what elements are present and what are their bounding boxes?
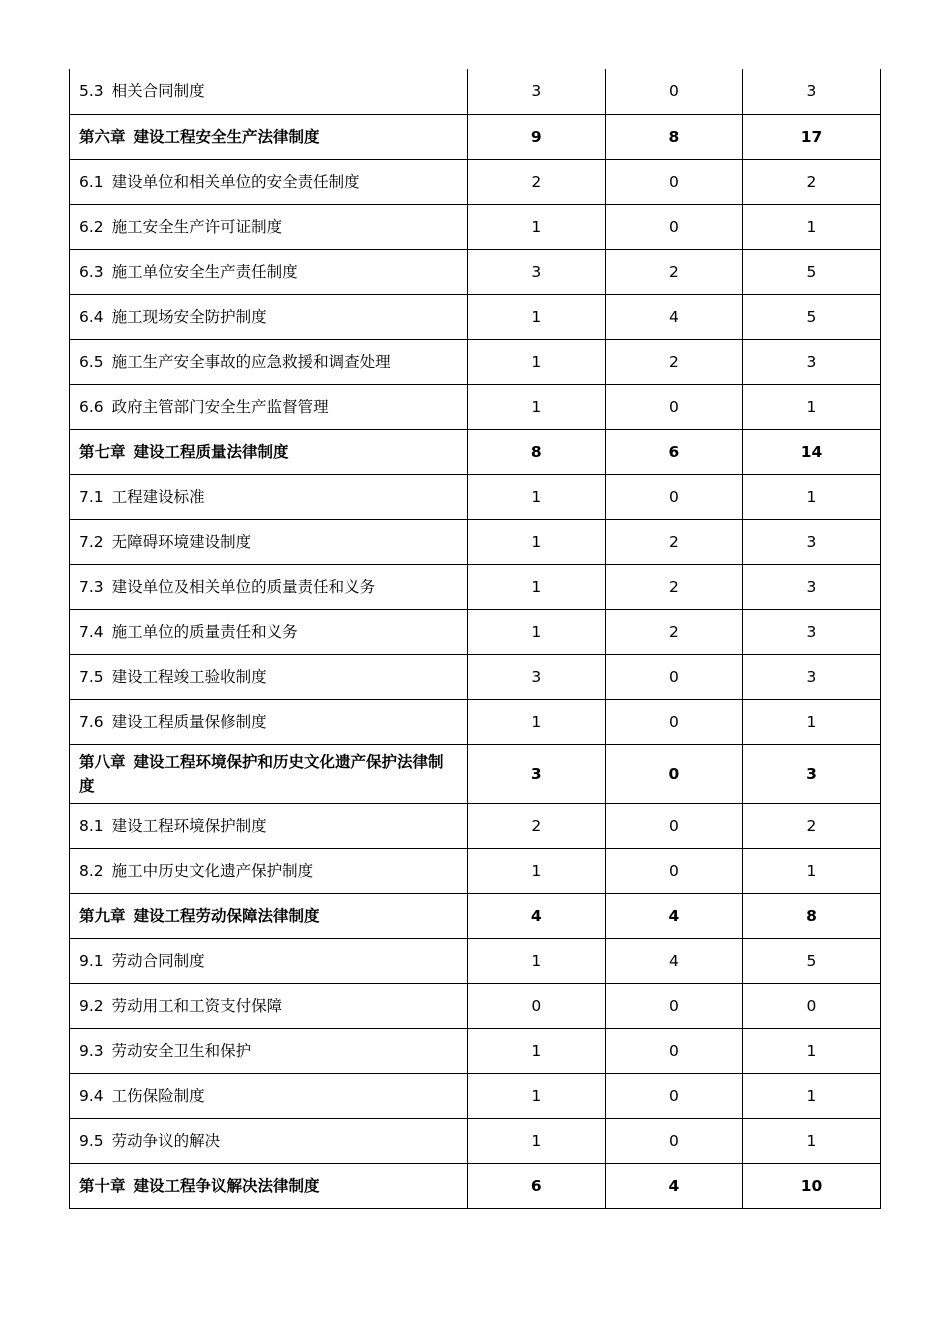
value-cell-a: 1	[468, 519, 606, 564]
chapter-row	[70, 893, 881, 938]
value-cell-b: 0	[605, 1073, 743, 1118]
row-number: 9.4	[79, 1086, 104, 1105]
row-number: 7.1	[79, 487, 104, 506]
value-cell-a: 1	[468, 204, 606, 249]
chapter-row	[70, 429, 881, 474]
value-cell-total: 3	[743, 654, 881, 699]
value-cell-a: 8	[468, 429, 606, 474]
row-title: 建设工程质量保修制度	[111, 712, 267, 731]
value-cell-a: 3	[468, 249, 606, 294]
row-number: 7.5	[79, 667, 104, 686]
value-cell-total: 1	[743, 1028, 881, 1073]
value-cell-b: 6	[605, 429, 743, 474]
row-number: 7.3	[79, 577, 104, 596]
row-title: 施工现场安全防护制度	[111, 307, 267, 326]
row-title-cell	[70, 983, 468, 1028]
row-title-cell	[70, 249, 468, 294]
chapter-number: 第八章	[79, 752, 126, 771]
value-cell-a: 3	[468, 654, 606, 699]
row-number: 6.1	[79, 172, 104, 191]
value-cell-total: 2	[743, 803, 881, 848]
value-cell-total: 1	[743, 204, 881, 249]
row-number: 7.6	[79, 712, 104, 731]
value-cell-total: 3	[743, 609, 881, 654]
value-cell-b: 0	[605, 474, 743, 519]
value-cell-b: 0	[605, 69, 743, 114]
value-cell-a: 1	[468, 699, 606, 744]
chapter-number: 第九章	[79, 906, 126, 925]
table-row	[70, 654, 881, 699]
value-cell-b: 2	[605, 564, 743, 609]
row-title: 建设单位和相关单位的安全责任制度	[111, 172, 360, 191]
chapter-row	[70, 1163, 881, 1208]
value-cell-total: 5	[743, 294, 881, 339]
row-title: 政府主管部门安全生产监督管理	[111, 397, 329, 416]
row-title: 建设工程竣工验收制度	[111, 667, 267, 686]
row-title: 建设工程争议解决法律制度	[133, 1176, 320, 1195]
row-title-cell	[70, 159, 468, 204]
row-title-cell	[70, 384, 468, 429]
table-row	[70, 803, 881, 848]
row-title: 劳动争议的解决	[111, 1131, 221, 1150]
value-cell-b: 0	[605, 744, 743, 803]
chapter-row	[70, 114, 881, 159]
row-title-cell	[70, 893, 468, 938]
row-title-cell	[70, 69, 468, 114]
value-cell-total: 2	[743, 159, 881, 204]
value-cell-a: 4	[468, 893, 606, 938]
table-row	[70, 1028, 881, 1073]
row-number: 9.3	[79, 1041, 104, 1060]
row-title-cell	[70, 114, 468, 159]
row-title-cell	[70, 1163, 468, 1208]
row-title: 建设工程环境保护制度	[111, 816, 267, 835]
value-cell-a: 0	[468, 983, 606, 1028]
value-cell-a: 6	[468, 1163, 606, 1208]
row-title-cell	[70, 294, 468, 339]
value-cell-a: 9	[468, 114, 606, 159]
value-cell-b: 2	[605, 249, 743, 294]
row-title: 施工单位的质量责任和义务	[111, 622, 298, 641]
row-number: 9.2	[79, 996, 104, 1015]
row-title-cell	[70, 938, 468, 983]
row-number: 8.2	[79, 861, 104, 880]
row-number: 6.4	[79, 307, 104, 326]
value-cell-b: 8	[605, 114, 743, 159]
row-number: 6.5	[79, 352, 104, 371]
value-cell-a: 1	[468, 474, 606, 519]
row-title-cell	[70, 429, 468, 474]
row-title: 施工安全生产许可证制度	[111, 217, 283, 236]
value-cell-total: 8	[743, 893, 881, 938]
table-row	[70, 1118, 881, 1163]
value-cell-a: 3	[468, 69, 606, 114]
table-row	[70, 339, 881, 384]
row-number: 7.4	[79, 622, 104, 641]
value-cell-total: 1	[743, 1073, 881, 1118]
value-cell-b: 2	[605, 609, 743, 654]
table-row	[70, 384, 881, 429]
table-row	[70, 159, 881, 204]
table-row	[70, 294, 881, 339]
table-row	[70, 1073, 881, 1118]
row-title-cell	[70, 1118, 468, 1163]
table-row	[70, 204, 881, 249]
value-cell-total: 1	[743, 848, 881, 893]
row-title: 施工中历史文化遗产保护制度	[111, 861, 314, 880]
table-row	[70, 938, 881, 983]
row-title: 劳动安全卫生和保护	[111, 1041, 252, 1060]
table-row	[70, 848, 881, 893]
table-row	[70, 249, 881, 294]
value-cell-a: 1	[468, 1073, 606, 1118]
value-cell-a: 2	[468, 803, 606, 848]
value-cell-total: 3	[743, 519, 881, 564]
value-cell-total: 10	[743, 1163, 881, 1208]
value-cell-b: 0	[605, 983, 743, 1028]
value-cell-a: 1	[468, 938, 606, 983]
table-body	[70, 69, 881, 1208]
value-cell-total: 1	[743, 384, 881, 429]
value-cell-b: 0	[605, 204, 743, 249]
value-cell-a: 1	[468, 1028, 606, 1073]
table-row	[70, 474, 881, 519]
value-cell-total: 17	[743, 114, 881, 159]
value-cell-total: 1	[743, 1118, 881, 1163]
value-cell-total: 0	[743, 983, 881, 1028]
value-cell-total: 3	[743, 744, 881, 803]
row-title-cell	[70, 803, 468, 848]
row-number: 9.5	[79, 1131, 104, 1150]
value-cell-total: 3	[743, 564, 881, 609]
row-title-cell	[70, 699, 468, 744]
value-cell-total: 3	[743, 69, 881, 114]
value-cell-b: 4	[605, 294, 743, 339]
row-title-cell	[70, 1073, 468, 1118]
row-number: 8.1	[79, 816, 104, 835]
row-title: 施工生产安全事故的应急救援和调查处理	[111, 352, 391, 371]
row-title-cell	[70, 474, 468, 519]
row-title: 建设工程劳动保障法律制度	[133, 906, 320, 925]
table-row	[70, 983, 881, 1028]
value-cell-a: 1	[468, 564, 606, 609]
value-cell-a: 1	[468, 294, 606, 339]
value-cell-b: 0	[605, 803, 743, 848]
row-title: 施工单位安全生产责任制度	[111, 262, 298, 281]
row-title-cell	[70, 1028, 468, 1073]
row-title-cell	[70, 339, 468, 384]
row-title-cell	[70, 654, 468, 699]
value-cell-a: 1	[468, 609, 606, 654]
value-cell-b: 0	[605, 384, 743, 429]
value-cell-a: 1	[468, 848, 606, 893]
row-title-cell	[70, 564, 468, 609]
row-number: 6.3	[79, 262, 104, 281]
row-number: 5.3	[79, 82, 104, 101]
row-title-cell	[70, 744, 468, 803]
value-cell-b: 0	[605, 848, 743, 893]
value-cell-a: 3	[468, 744, 606, 803]
value-cell-a: 1	[468, 339, 606, 384]
chapter-row	[70, 744, 881, 803]
row-title: 无障碍环境建设制度	[111, 532, 252, 551]
value-cell-total: 5	[743, 938, 881, 983]
document-page	[69, 69, 880, 1209]
table-row	[70, 519, 881, 564]
row-title: 劳动合同制度	[111, 951, 205, 970]
value-cell-a: 1	[468, 1118, 606, 1163]
question-stats-table	[69, 69, 881, 1209]
row-number: 6.6	[79, 397, 104, 416]
value-cell-total: 1	[743, 699, 881, 744]
value-cell-a: 1	[468, 384, 606, 429]
row-title: 劳动用工和工资支付保障	[111, 996, 283, 1015]
value-cell-b: 0	[605, 1118, 743, 1163]
value-cell-b: 2	[605, 339, 743, 384]
chapter-number: 第十章	[79, 1176, 126, 1195]
table-row	[70, 69, 881, 114]
value-cell-a: 2	[468, 159, 606, 204]
row-title: 相关合同制度	[111, 82, 205, 101]
row-title-cell	[70, 609, 468, 654]
chapter-number: 第七章	[79, 442, 126, 461]
value-cell-b: 4	[605, 1163, 743, 1208]
value-cell-b: 2	[605, 519, 743, 564]
value-cell-total: 1	[743, 474, 881, 519]
table-row	[70, 609, 881, 654]
value-cell-b: 0	[605, 159, 743, 204]
value-cell-total: 5	[743, 249, 881, 294]
value-cell-total: 14	[743, 429, 881, 474]
value-cell-b: 0	[605, 699, 743, 744]
row-title: 建设工程安全生产法律制度	[133, 127, 320, 146]
row-title: 工程建设标准	[111, 487, 205, 506]
value-cell-b: 0	[605, 654, 743, 699]
value-cell-b: 4	[605, 893, 743, 938]
value-cell-b: 0	[605, 1028, 743, 1073]
row-title: 建设单位及相关单位的质量责任和义务	[111, 577, 376, 596]
row-number: 6.2	[79, 217, 104, 236]
row-title-cell	[70, 204, 468, 249]
chapter-number: 第六章	[79, 127, 126, 146]
row-number: 9.1	[79, 951, 104, 970]
row-title: 建设工程质量法律制度	[133, 442, 289, 461]
row-title: 建设工程环境保护和历史文化遗产保护法律制度	[79, 752, 444, 795]
row-title: 工伤保险制度	[111, 1086, 205, 1105]
value-cell-b: 4	[605, 938, 743, 983]
table-row	[70, 699, 881, 744]
row-title-cell	[70, 848, 468, 893]
table-row	[70, 564, 881, 609]
value-cell-total: 3	[743, 339, 881, 384]
row-title-cell	[70, 519, 468, 564]
row-number: 7.2	[79, 532, 104, 551]
